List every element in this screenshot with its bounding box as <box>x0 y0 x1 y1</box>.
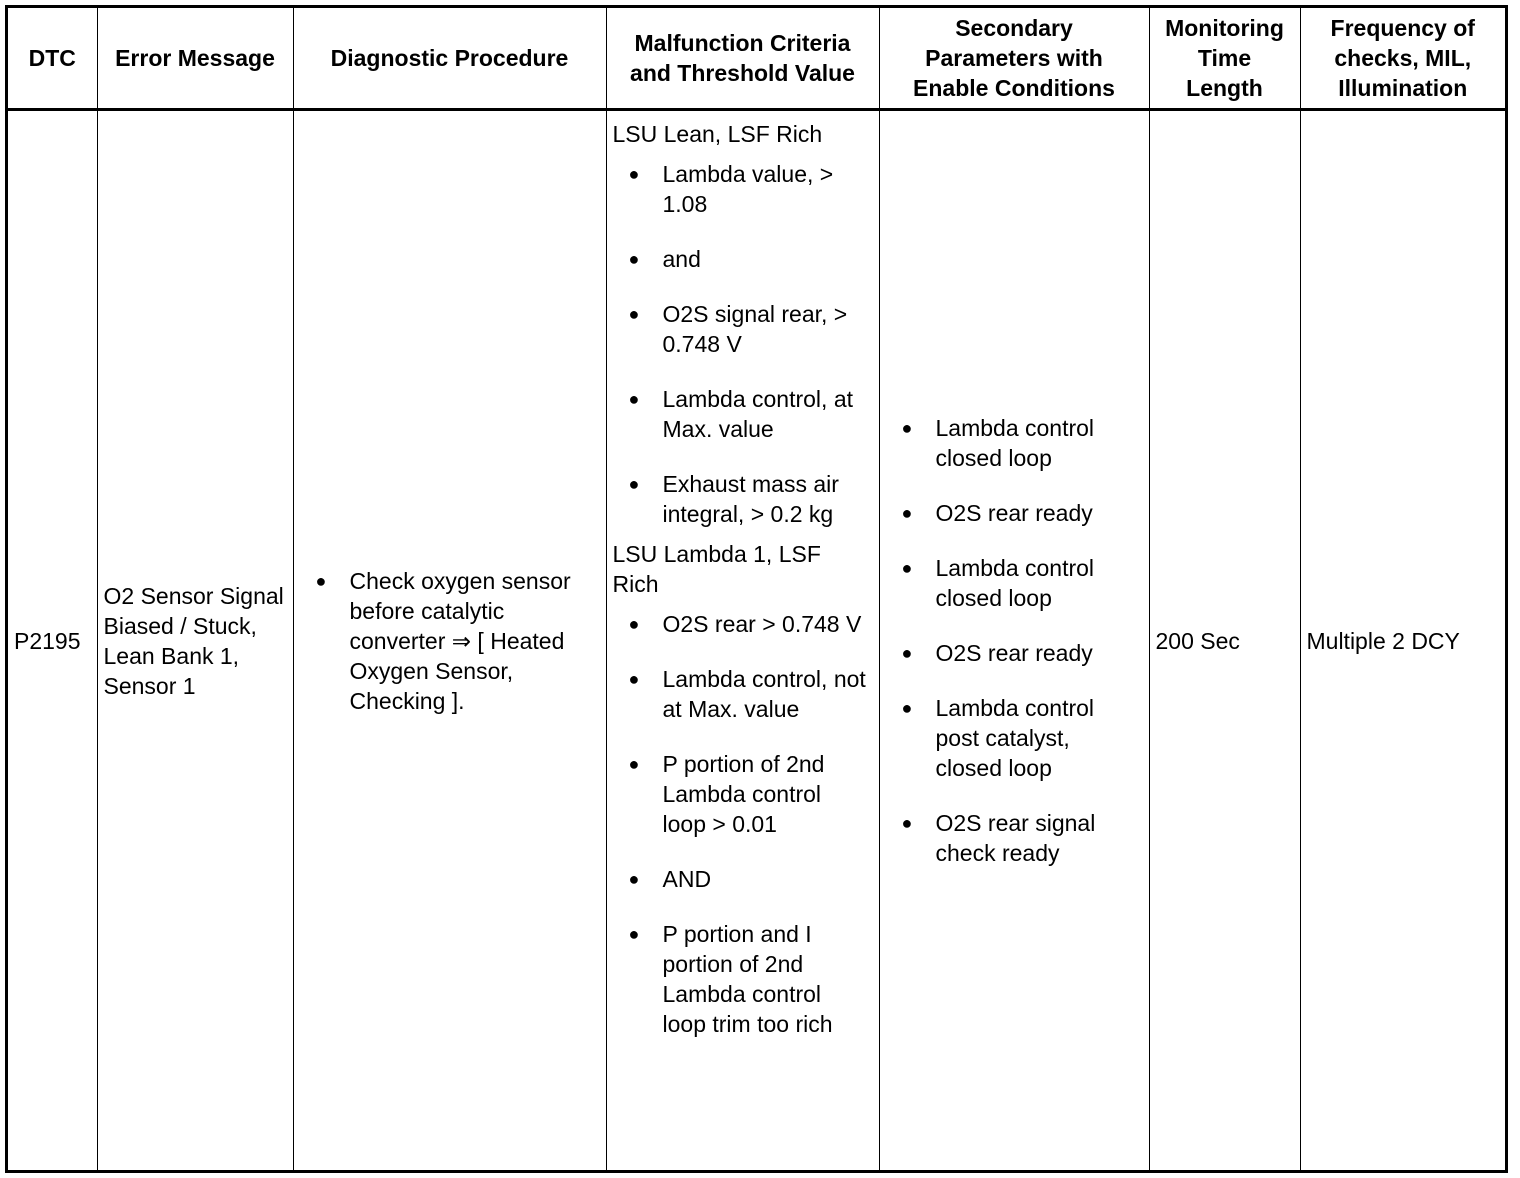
criteria-item: ● Lambda control, at Max. value <box>627 384 871 444</box>
criteria-group2-list <box>613 609 871 1039</box>
criteria-item: ● O2S rear > 0.748 V <box>627 609 871 639</box>
criteria-item: ● P portion of 2nd Lambda control loop > 0.01 <box>627 749 871 839</box>
secondary-item: ● O2S rear ready <box>900 498 1139 528</box>
error-message: O2 Sensor Signal Biased / Stuck, Lean Bank 1, Sensor 1 <box>97 110 293 1171</box>
secondary-item: ● O2S rear signal check ready <box>900 808 1139 868</box>
header-frequency: Frequency of checks, MIL, Illumination <box>1300 8 1505 110</box>
secondary-parameters-list <box>900 413 1139 868</box>
dtc-table <box>8 8 1505 1170</box>
header-dtc: DTC <box>8 8 97 110</box>
secondary-parameters-cell <box>879 110 1149 1171</box>
monitoring-time: 200 Sec <box>1149 110 1300 1171</box>
header-error-message: Error Message <box>97 8 293 110</box>
criteria-item: ● and <box>627 244 871 274</box>
frequency: Multiple 2 DCY <box>1300 110 1505 1171</box>
criteria-item: ● Lambda value, > 1.08 <box>627 159 871 219</box>
secondary-item: ● O2S rear ready <box>900 638 1139 668</box>
header-row <box>8 8 1505 110</box>
table-row <box>8 110 1505 1171</box>
criteria-group1-title: LSU Lean, LSF Rich <box>612 121 823 147</box>
header-diagnostic-procedure: Diagnostic Procedure <box>293 8 606 110</box>
criteria-item: ● P portion and I portion of 2nd Lambda control loop trim too rich <box>627 919 871 1039</box>
header-secondary-parameters: Secondary Parameters with Enable Conditions <box>879 8 1149 110</box>
header-monitoring-time: Monitoring Time Length <box>1149 8 1300 110</box>
criteria-item: ● O2S signal rear, > 0.748 V <box>627 299 871 359</box>
diagnostic-procedure-list <box>314 566 596 716</box>
diagnostic-procedure-cell <box>293 110 606 1171</box>
dtc-code: P2195 <box>8 110 97 1171</box>
criteria-group1-list <box>613 159 871 529</box>
criteria-group2-title: LSU Lambda 1, LSF Rich <box>612 541 821 597</box>
secondary-item: ● Lambda control closed loop <box>900 413 1139 473</box>
header-malfunction-criteria: Malfunction Criteria and Threshold Value <box>606 8 879 110</box>
dtc-table-frame <box>5 5 1508 1173</box>
secondary-item: ● Lambda control post catalyst, closed loop <box>900 693 1139 783</box>
diagnostic-procedure-item: ● Check oxygen sensor before catalytic converter ⇒ [ Heated Oxygen Sensor, Checking ]. <box>314 566 596 716</box>
malfunction-criteria-cell <box>606 110 879 1171</box>
secondary-item: ● Lambda control closed loop <box>900 553 1139 613</box>
criteria-item: ● AND <box>627 864 871 894</box>
criteria-item: ● Lambda control, not at Max. value <box>627 664 871 724</box>
criteria-item: ● Exhaust mass air integral, > 0.2 kg <box>627 469 871 529</box>
